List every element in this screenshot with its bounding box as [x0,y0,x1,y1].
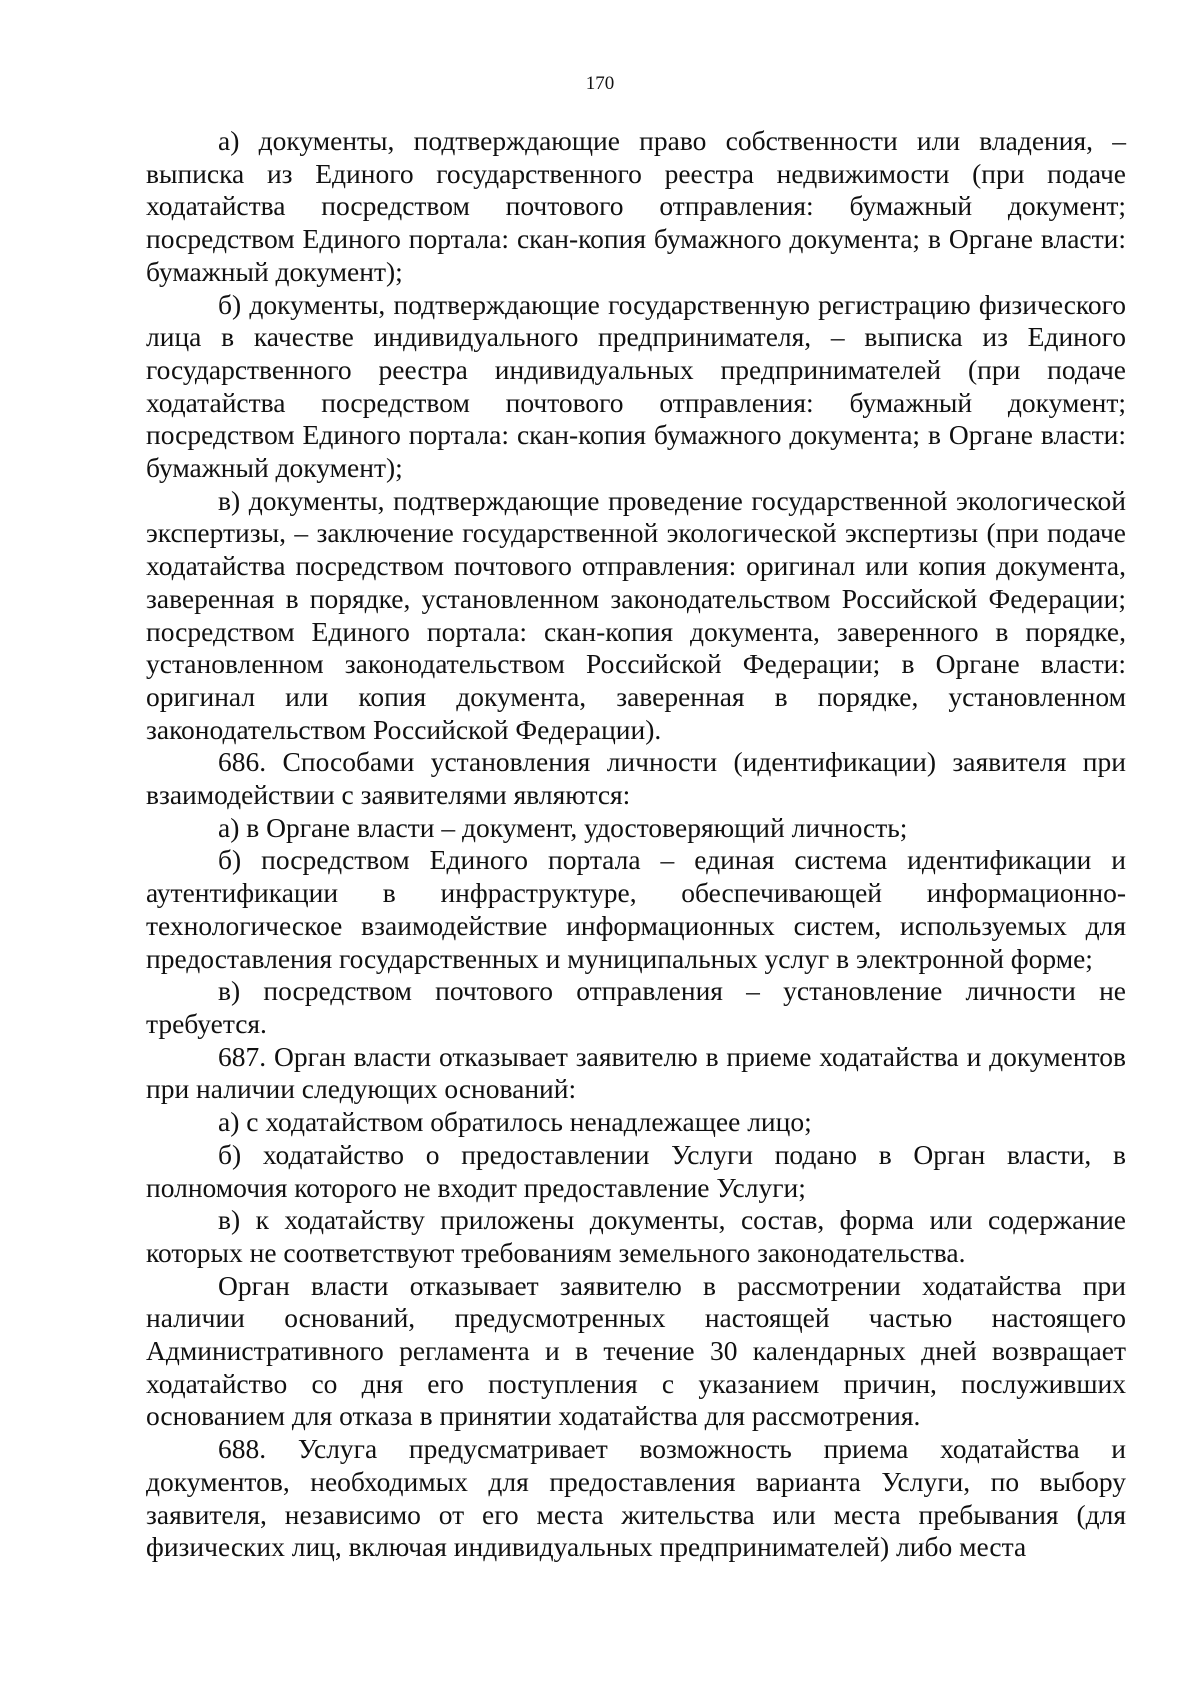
paragraph-list-item-b-portal: б) посредством Единого портала – единая система идентификации и аутентификации в инфраструктуре, обеспечивающей информационно-технологическое взаимодействие информационных систем, используемых для предоставления государственных и муниципальных услуг в электронной форме; [146,844,1126,974]
paragraph-list-item-a-improper-person: а) с ходатайством обратилось ненадлежащее лицо; [218,1106,812,1138]
paragraph-refusal-review: Орган власти отказывает заявителю в рассмотрении ходатайства при наличии оснований, предусмотренных настоящей частью настоящего Административного регламента и в течение 30 календарных дней возвращает ходатайство со дня его поступления с указанием причин, послуживших основанием для отказа в принятии ходатайства для рассмотрения. [146,1269,1126,1432]
paragraph-list-item-v-post: в) посредством почтового отправления – установление личности не требуется. [146,975,1126,1039]
page-number: 170 [585,73,615,94]
document-body [146,125,1126,1564]
paragraph-list-item-v-noncompliant-documents: в) к ходатайству приложены документы, состав, форма или содержание которых не соответствуют требованиям земельного законодательства. [146,1204,1126,1268]
paragraph-687-refusal: 687. Орган власти отказывает заявителю в приеме ходатайства и документов при наличии следующих оснований: [146,1040,1126,1105]
paragraph-list-item-b-registration: б) документы, подтверждающие государственную регистрацию физического лица в качестве индивидуального предпринимателя, – выписка из Единого государственного реестра индивидуальных предпринимателей (при подаче ходатайства посредством почтового отправления: бумажный документ; посредством Единого портала: скан-копия бумажного документа; в Органе власти: бумажный документ); [146,288,1126,484]
paragraph-list-item-b-wrong-authority: б) ходатайство о предоставлении Услуги подано в Орган власти, в полномочия которого не входит предоставление Услуги; [146,1138,1126,1203]
paragraph-list-item-a-ownership: а) документы, подтверждающие право собственности или владения, – выписка из Единого государственного реестра недвижимости (при подаче ходатайства посредством почтового отправления: бумажный документ; посредством Единого портала: скан-копия бумажного документа; в Органе власти: бумажный документ); [146,125,1126,287]
paragraph-list-item-a-authority: а) в Органе власти – документ, удостоверяющий личность; [218,811,908,843]
paragraph-688-service: 688. Услуга предусматривает возможность приема ходатайства и документов, необходимых для предоставления варианта Услуги, по выбору заявителя, независимо от его места жительства или места пребывания (для физических лиц, включая индивидуальных предпринимателей) либо места [146,1433,1126,1563]
paragraph-686-identification: 686. Способами установления личности (идентификации) заявителя при взаимодействии с заявителями являются: [146,746,1126,811]
paragraph-list-item-v-expertise: в) документы, подтверждающие проведение государственной экологической экспертизы, – заключение государственной экологической экспертизы (при подаче ходатайства посредством почтового отправления: оригинал или копия документа, заверенная в порядке, установленном законодательством Российской Федерации; посредством Единого портала: скан-копия документа, заверенного в порядке, установленном законодательством Российской Федерации; в Органе власти: оригинал или копия документа, заверенная в порядке, установленном законодательством Российской Федерации). [146,484,1126,745]
